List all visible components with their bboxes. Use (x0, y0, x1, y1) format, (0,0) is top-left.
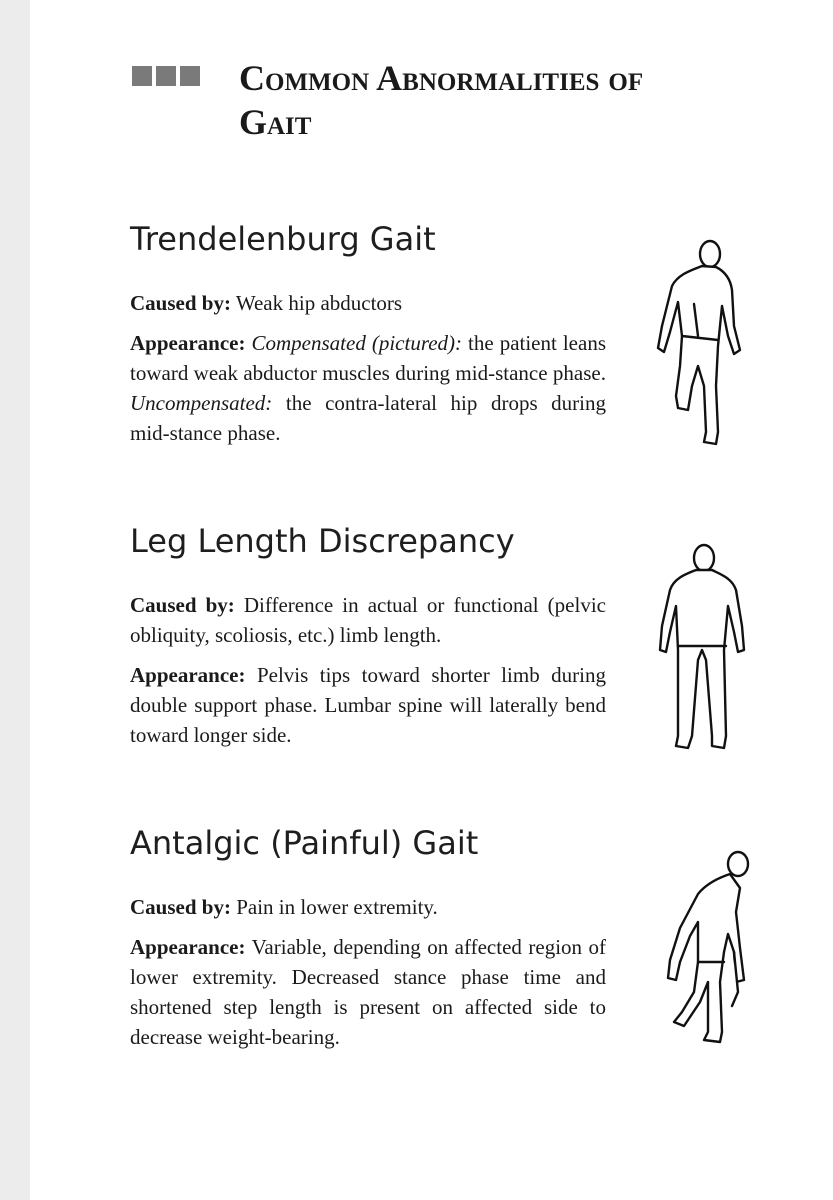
appearance-italic: Uncompensated: (130, 391, 273, 415)
section-trendelenburg (130, 220, 606, 448)
appearance-paragraph (130, 932, 606, 1052)
section-title: Trendelenburg Gait (130, 220, 436, 258)
caused-by-text: Pain in lower extremity. (236, 895, 438, 919)
antalgic-gait-figure-icon (654, 842, 754, 1054)
caused-by-paragraph (130, 892, 606, 922)
appearance-paragraph (130, 328, 606, 448)
header-square (180, 66, 200, 86)
header-squares-icon (132, 66, 200, 86)
caused-by-label: Caused by: (130, 593, 235, 617)
appearance-label: Appearance: (130, 935, 246, 959)
trendelenburg-gait-figure-icon (652, 236, 752, 452)
book-page (30, 0, 833, 1200)
appearance-text: Variable, depending on affected region of lower extremity. Decreased stance phase time and shortened step length is present on affected side to decrease weight-bearing. (130, 935, 606, 1049)
caused-by-label: Caused by: (130, 291, 231, 315)
section-title: Antalgic (Painful) Gait (130, 824, 479, 862)
header-square (132, 66, 152, 86)
caused-by-text: Difference in actual or functional (pelvic obliquity, scoliosis, etc.) limb length. (130, 593, 606, 647)
section-title: Leg Length Discrepancy (130, 522, 515, 560)
page-title: Common Abnormalities of Gait (239, 58, 644, 142)
caused-by-paragraph (130, 288, 606, 318)
appearance-text: the contra-lateral hip drops during mid-stance phase. (130, 391, 607, 445)
appearance-text: Pelvis tips toward shorter limb during double support phase. Lumbar spine will laterally bend toward longer side. (130, 663, 606, 747)
header-square (156, 66, 176, 86)
caused-by-label: Caused by: (130, 895, 231, 919)
appearance-paragraph (130, 660, 606, 750)
leg-length-discrepancy-figure-icon (654, 540, 750, 754)
appearance-italic: Compensated (pictured): (251, 331, 463, 355)
caused-by-paragraph (130, 590, 606, 650)
section-antalgic-gait (130, 824, 606, 1052)
section-leg-length-discrepancy (130, 522, 606, 750)
appearance-text: the patient leans toward weak abductor muscles during mid-stance phase. (130, 331, 606, 385)
appearance-label: Appearance: (130, 663, 246, 687)
caused-by-text: Weak hip abductors (235, 291, 403, 315)
appearance-label: Appearance: (130, 331, 246, 355)
